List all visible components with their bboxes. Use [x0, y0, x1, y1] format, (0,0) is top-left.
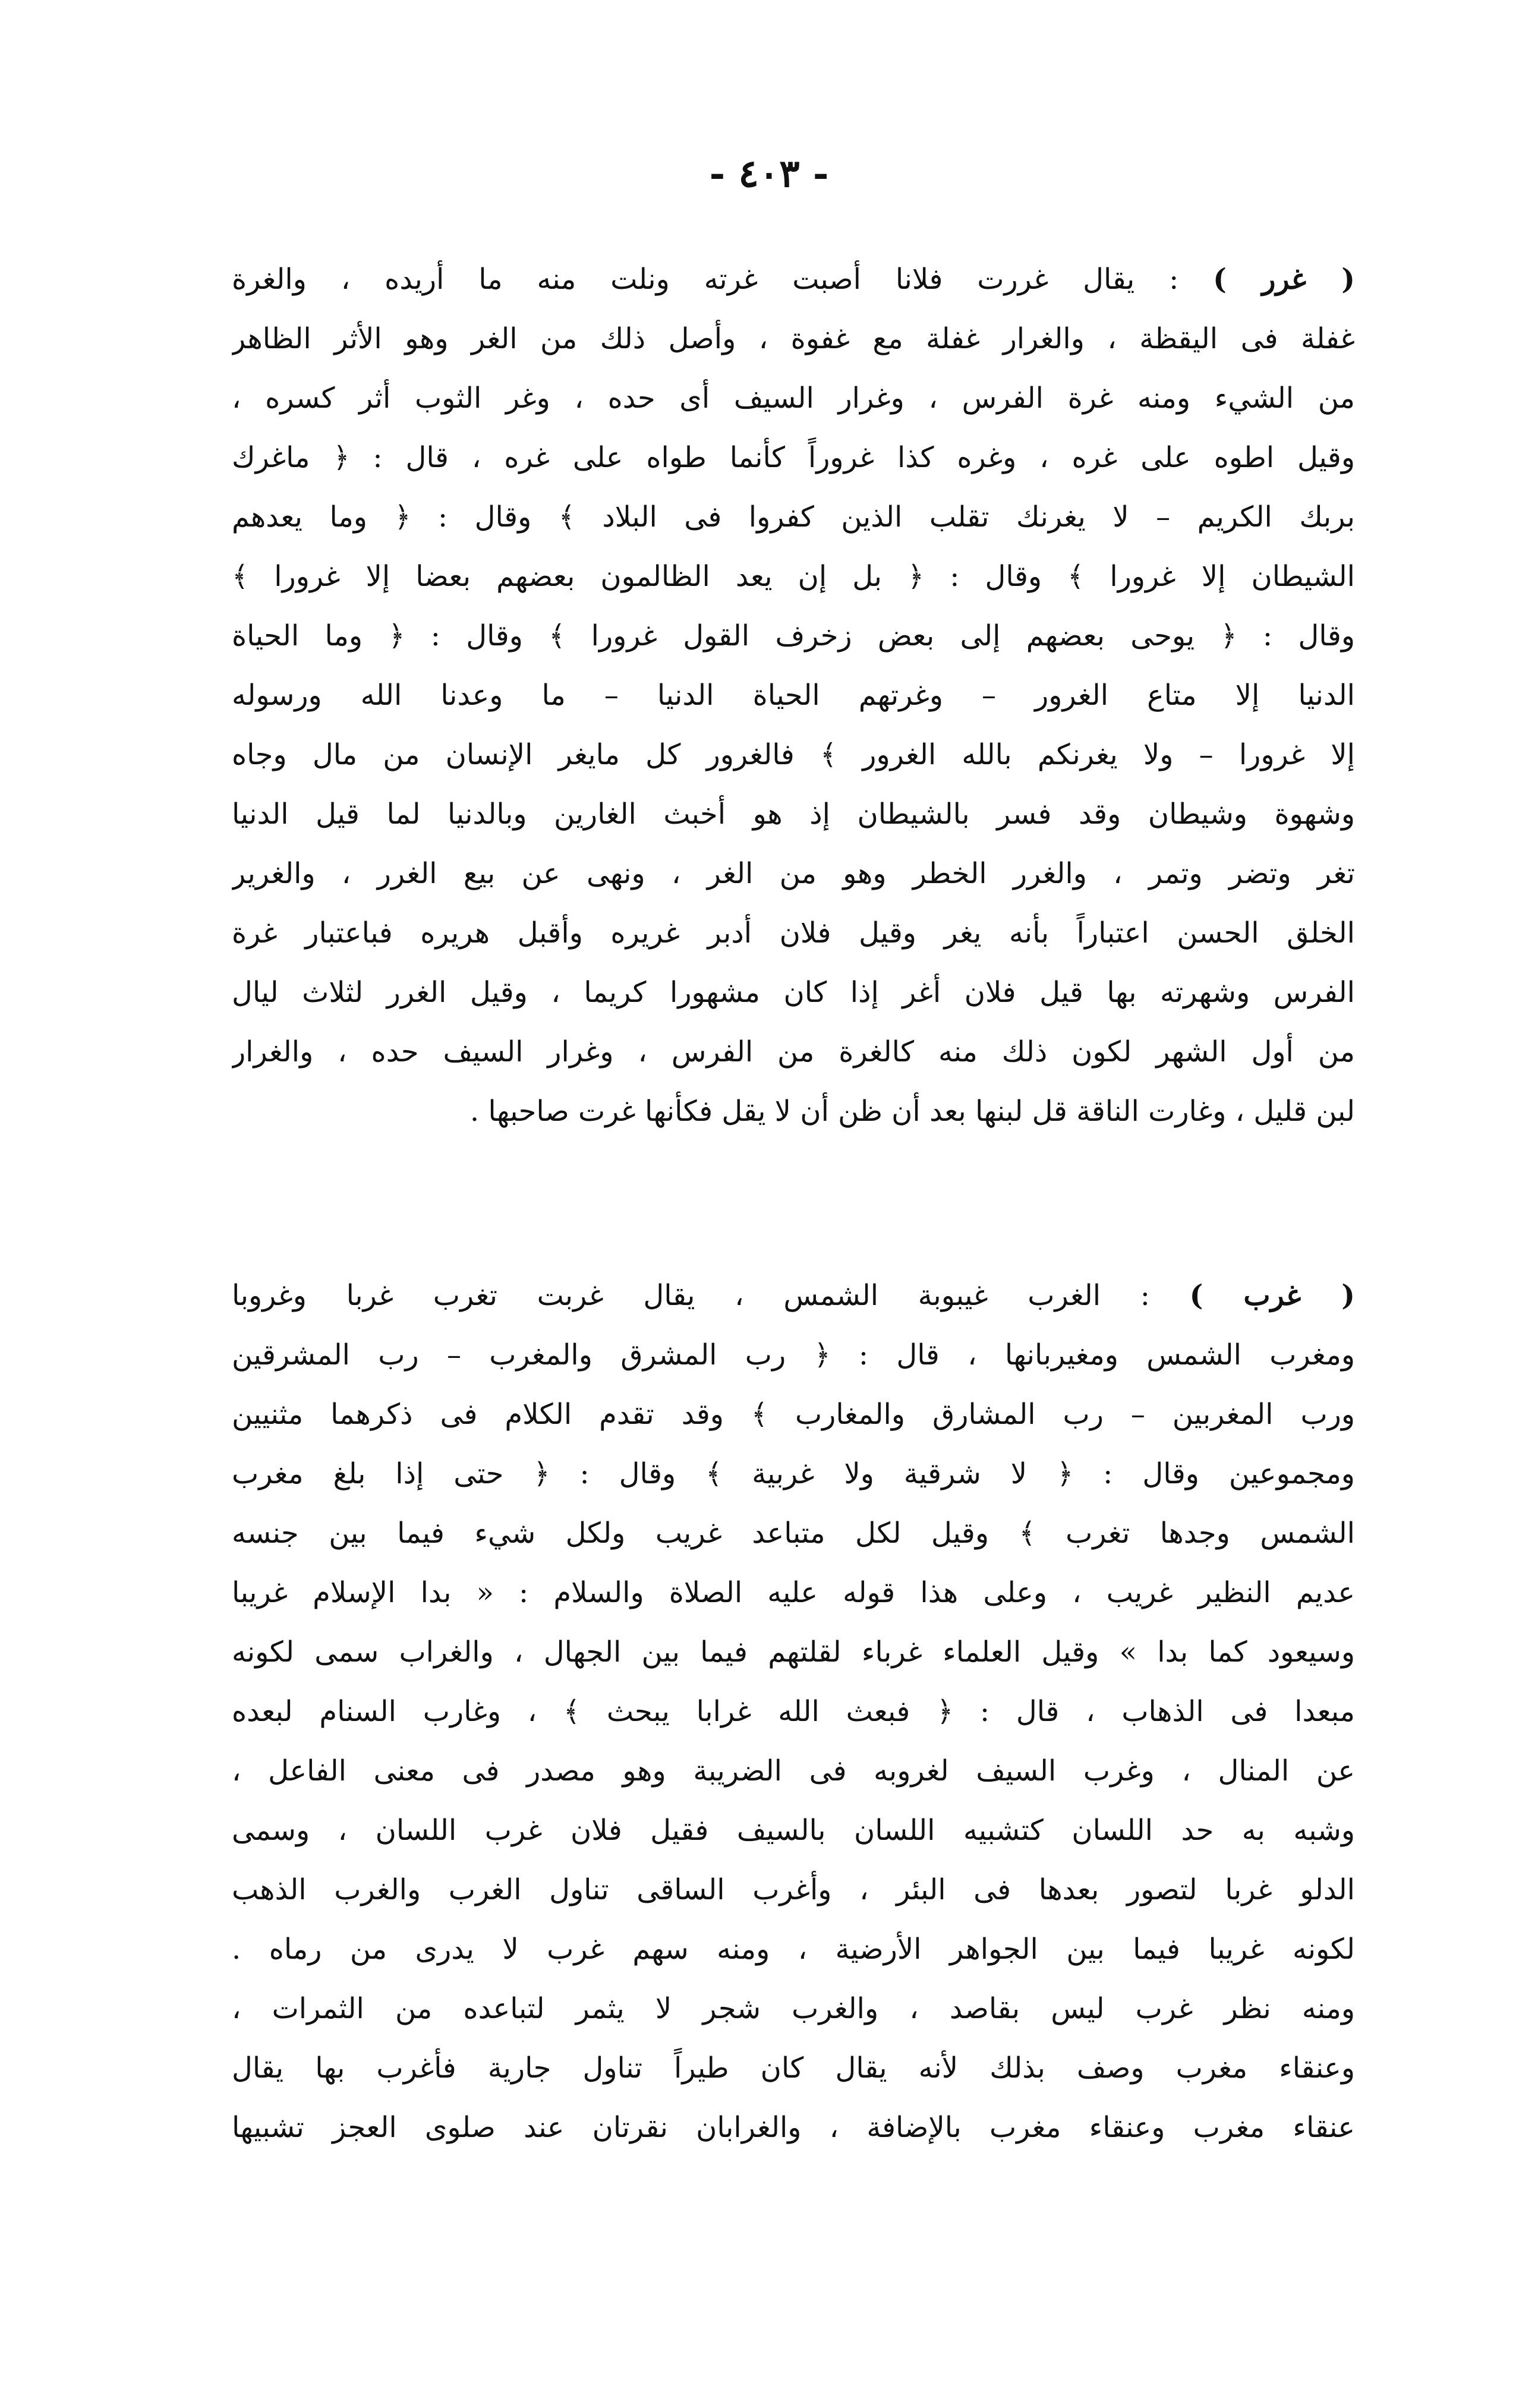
entry-line-text: : الغرب غيبوبة الشمس ، يقال غربت تغرب غربا وغروبا	[232, 1279, 1150, 1312]
entry-line: ورب المغربين – رب المشارق والمغارب ﴾ وقد تقدم الكلام فى ذكرهما مثنيين	[232, 1398, 1355, 1431]
entry-line: مبعدا فى الذهاب ، قال : ﴿ فبعث الله غرابا يبحث ﴾ ، وغارب السنام لبعده	[232, 1695, 1355, 1728]
entry-line: من أول الشهر لكون ذلك منه كالغرة من الفرس ، وغرار السيف حده ، والغرار	[232, 1035, 1355, 1069]
entry-line: الفرس وشهرته بها قيل فلان أغر إذا كان مشهورا كريما ، وقيل الغرر لثلاث ليال	[232, 976, 1355, 1009]
entry-line: عن المنال ، وغرب السيف لغروبه فى الضريبة وهو مصدر فى معنى الفاعل ،	[232, 1754, 1355, 1788]
entry-line: عنقاء مغرب وعنقاء مغرب بالإضافة ، والغرابان نقرتان عند صلوى العجز تشبيها	[232, 2111, 1355, 2144]
entry-line: من الشيء ومنه غرة الفرس ، وغرار السيف أى حده ، وغر الثوب أثر كسره ،	[232, 382, 1355, 415]
page-number: - ٤٠٣ -	[709, 152, 829, 196]
entry-line: إلا غرورا – ولا يغرنكم بالله الغرور ﴾ فالغرور كل مايغر الإنسان من مال وجاه	[232, 738, 1355, 771]
entry-line: الشمس وجدها تغرب ﴾ وقيل لكل متباعد غريب ولكل شيء فيما بين جنسه	[232, 1517, 1355, 1550]
entry-head: ( غرر )	[1213, 263, 1355, 296]
entry-line: وعنقاء مغرب وصف بذلك لأنه يقال كان طيراً تناول جارية فأغرب بها يقال	[232, 2051, 1355, 2085]
entry-line: غفلة فى اليقظة ، والغرار غفلة مع غفوة ، وأصل ذلك من الغر وهو الأثر الظاهر	[232, 322, 1355, 355]
entry-line: الدلو غربا لتصور بعدها فى البئر ، وأغرب الساقى تناول الغرب والغرب الذهب	[232, 1873, 1355, 1906]
entry-line: وشبه به حد اللسان كتشبيه اللسان بالسيف فقيل فلان غرب اللسان ، وسمى	[232, 1814, 1355, 1847]
entry-line: وقال : ﴿ يوحى بعضهم إلى بعض زخرف القول غرورا ﴾ وقال : ﴿ وما الحياة	[232, 619, 1355, 653]
entry-line: الخلق الحسن اعتباراً بأنه يغر وقيل فلان أدبر غريره وأقبل هريره فباعتبار غرة	[232, 916, 1355, 950]
entry-line: وسيعود كما بدا » وقيل العلماء غرباء لقلتهم فيما بين الجهال ، والغراب سمى لكونه	[232, 1635, 1355, 1669]
entry-ghrr	[232, 250, 1355, 1141]
entry-line: وقيل اطوه على غره ، وغره كذا غروراً كأنما طواه على غره ، قال : ﴿ ماغرك	[232, 441, 1355, 474]
entry-line	[232, 1266, 1355, 1325]
entry-ghrb	[232, 1266, 1355, 2157]
entry-line: ومنه نظر غرب ليس بقاصد ، والغرب شجر لا يثمر لتباعده من الثمرات ،	[232, 1992, 1355, 2025]
entry-line-text: : يقال غررت فلانا أصبت غرته ونلت منه ما أريده ، والغرة	[232, 263, 1179, 296]
entry-line: وشهوة وشيطان وقد فسر بالشيطان إذ هو أخبث الغارين وبالدنيا لما قيل الدنيا	[232, 798, 1355, 831]
entry-line: لكونه غريبا فيما بين الجواهر الأرضية ، ومنه سهم غرب لا يدرى من رماه .	[232, 1933, 1355, 1966]
entry-line: ومجموعين وقال : ﴿ لا شرقية ولا غربية ﴾ وقال : ﴿ حتى إذا بلغ مغرب	[232, 1457, 1355, 1490]
entry-line: لبن قليل ، وغارت الناقة قل لبنها بعد أن ظن أن لا يقل فكأنها غرت صاحبها .	[469, 1095, 1355, 1128]
entry-line: الشيطان إلا غرورا ﴾ وقال : ﴿ بل إن يعد الظالمون بعضهم بعضا إلا غرورا ﴾	[232, 560, 1355, 593]
entry-head: ( غرب )	[1189, 1279, 1355, 1312]
entry-line: الدنيا إلا متاع الغرور – وغرتهم الحياة الدنيا – ما وعدنا الله ورسوله	[232, 679, 1355, 712]
entry-line: ومغرب الشمس ومغيربانها ، قال : ﴿ رب المشرق والمغرب – رب المشرقين	[232, 1338, 1355, 1372]
entry-line: تغر وتضر وتمر ، والغرر الخطر وهو من الغر ، ونهى عن بيع الغرر ، والغرير	[232, 857, 1355, 890]
entry-line: بربك الكريم – لا يغرنك تقلب الذين كفروا فى البلاد ﴾ وقال : ﴿ وما يعدهم	[232, 500, 1355, 534]
entry-line	[232, 250, 1355, 309]
entry-line: عديم النظير غريب ، وعلى هذا قوله عليه الصلاة والسلام : « بدا الإسلام غريبا	[232, 1576, 1355, 1609]
